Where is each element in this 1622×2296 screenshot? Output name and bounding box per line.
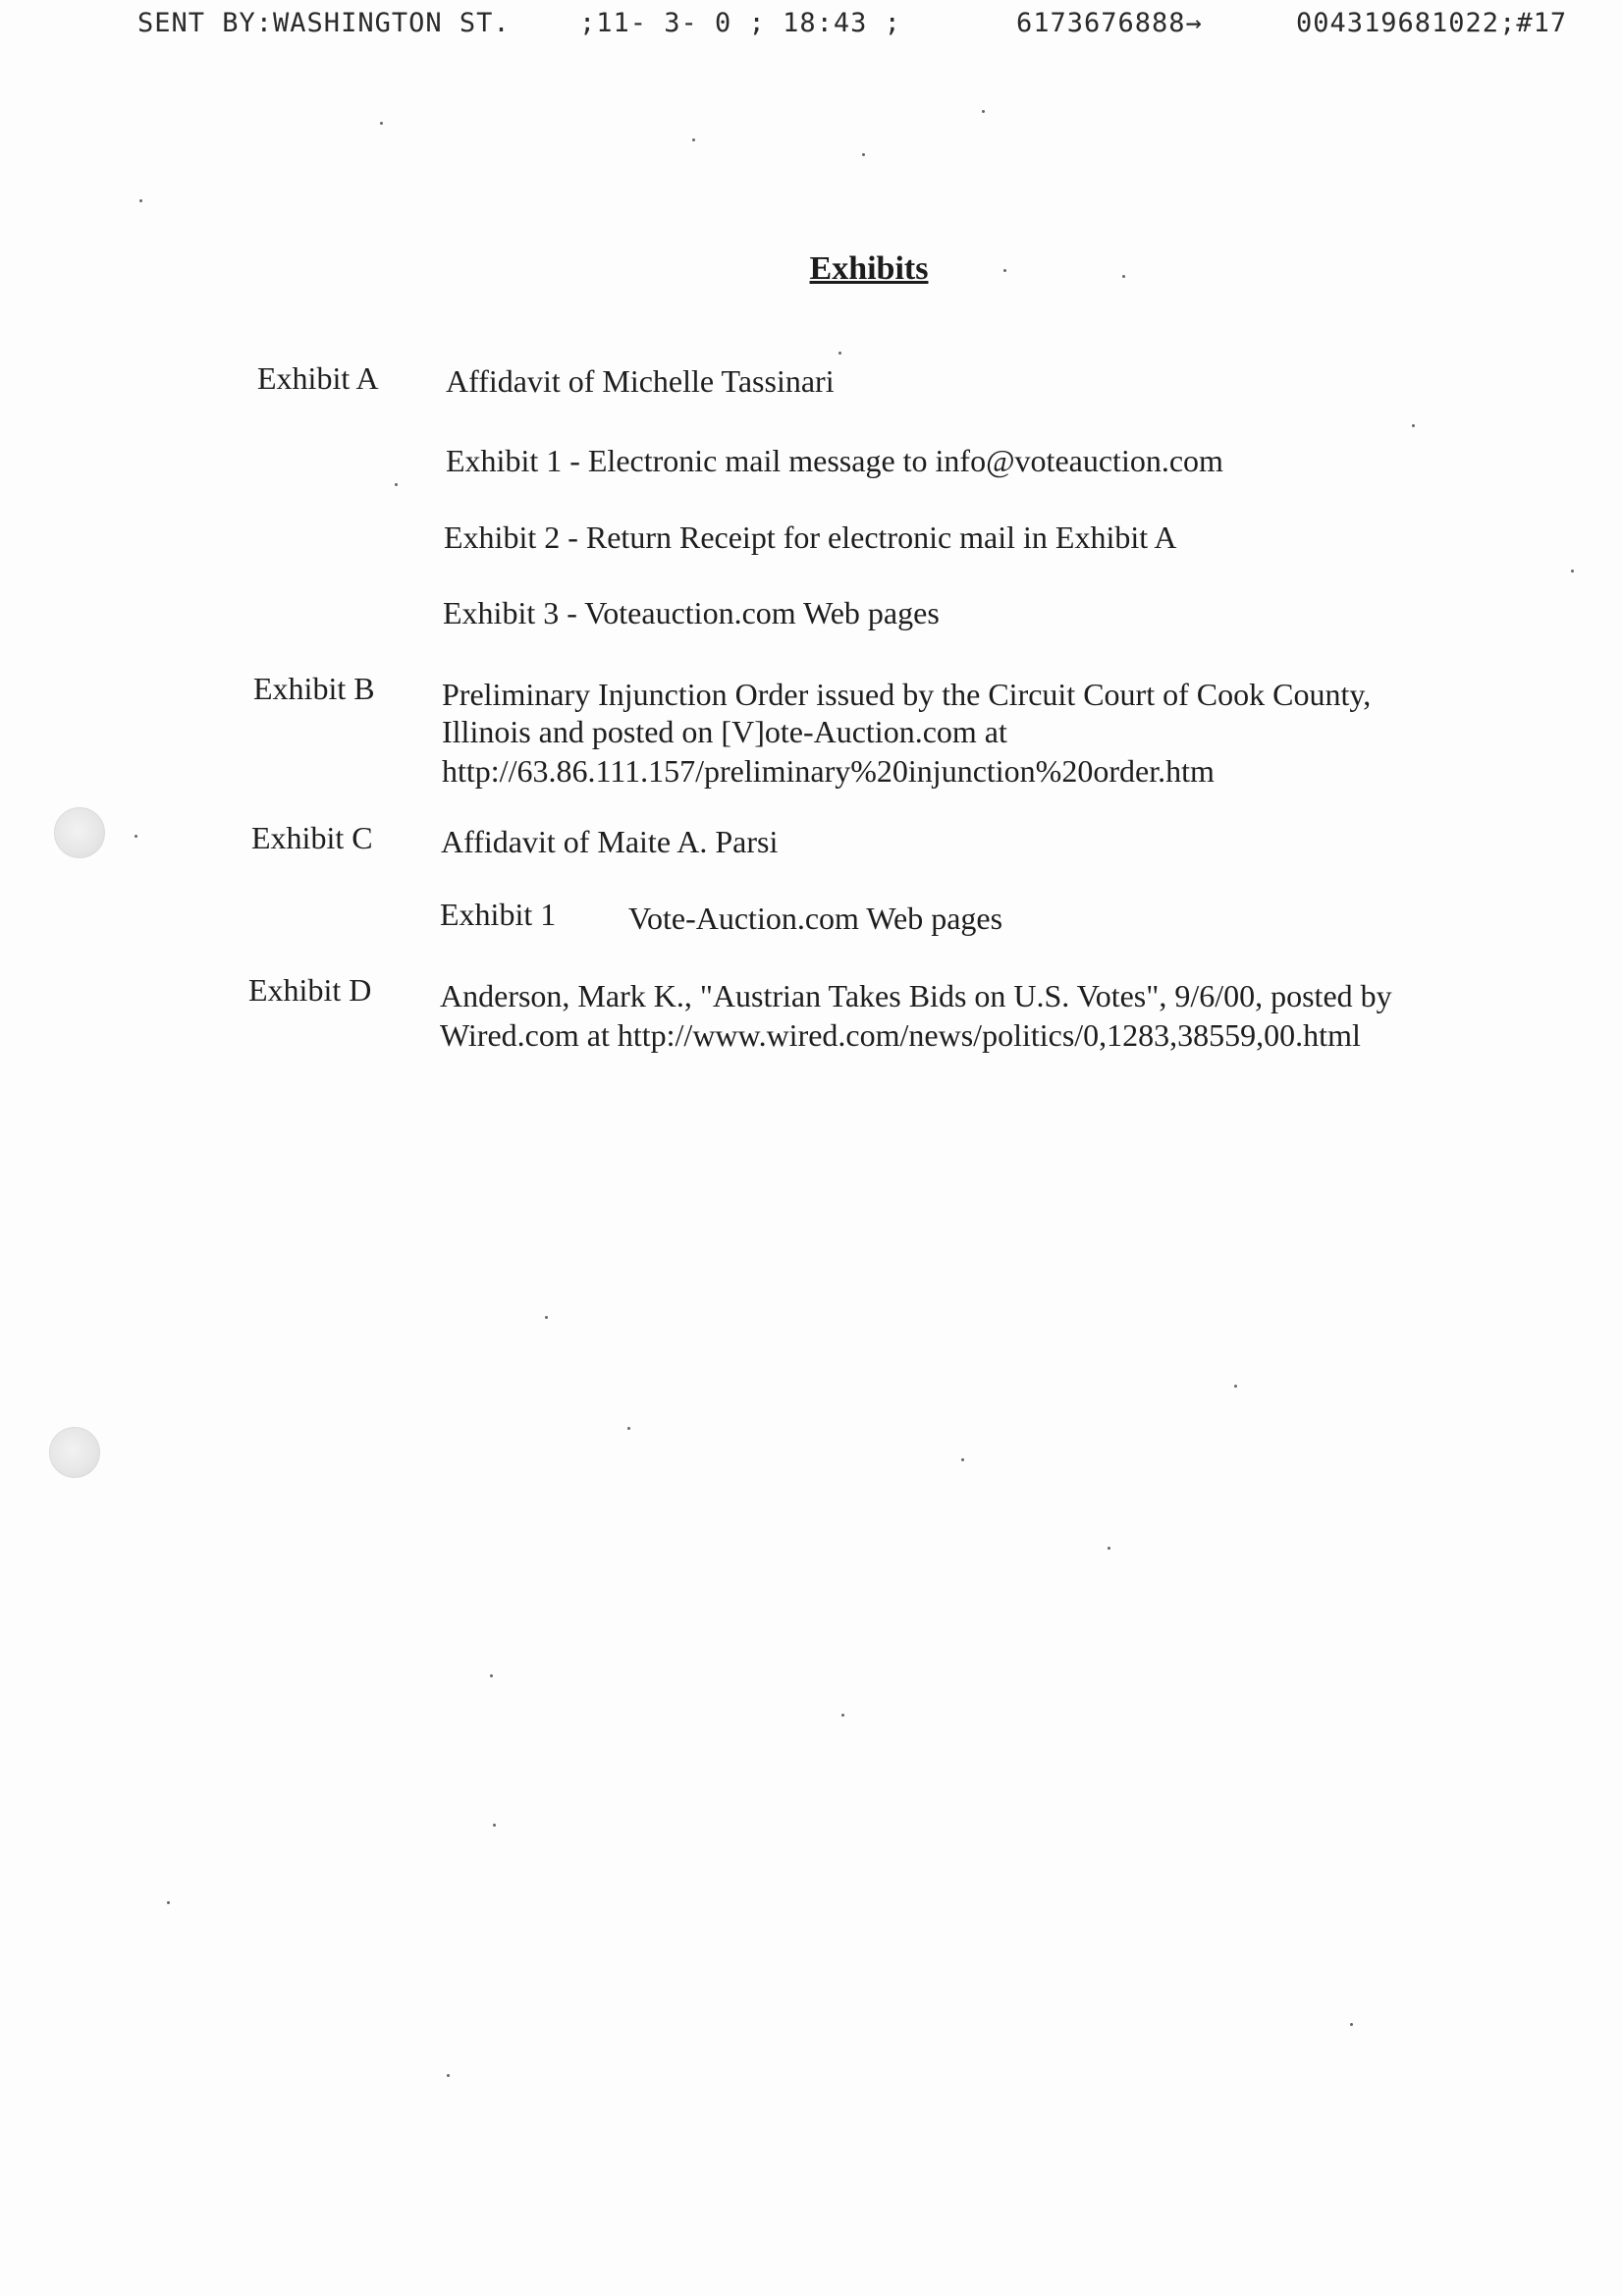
scan-speck: [490, 1674, 493, 1677]
exhibit-a-sub-item-3: Exhibit 3 - Voteauction.com Web pages: [443, 595, 940, 630]
scan-speck: [139, 199, 142, 202]
exhibit-c-label: Exhibit C: [251, 820, 373, 855]
exhibit-c-description: Affidavit of Maite A. Parsi: [441, 824, 779, 859]
exhibit-a-label: Exhibit A: [257, 360, 379, 396]
fax-to-number-page: 004319681022;#17: [1296, 8, 1568, 38]
exhibit-b-description-line-3: http://63.86.111.157/preliminary%20injunction%20order.htm: [442, 753, 1215, 789]
fax-from-number: 6173676888→: [1016, 8, 1203, 38]
fax-datetime: ;11- 3- 0 ; 18:43 ;: [579, 8, 901, 38]
fax-sent-by: SENT BY:WASHINGTON ST.: [137, 8, 511, 38]
exhibit-c-sub-item-label: Exhibit 1: [440, 897, 557, 932]
fax-header: [0, 8, 1622, 47]
scan-speck: [627, 1427, 630, 1430]
scan-speck: [862, 153, 865, 156]
exhibit-d-description-line-2: Wired.com at http://www.wired.com/news/politics/0,1283,38559,00.html: [440, 1017, 1361, 1053]
scan-speck: [447, 2074, 450, 2077]
scan-speck: [961, 1458, 964, 1461]
exhibit-d-description-line-1: Anderson, Mark K., "Austrian Takes Bids on U.S. Votes", 9/6/00, posted by: [440, 978, 1392, 1013]
scan-speck: [395, 483, 398, 486]
punch-hole: [49, 1427, 100, 1478]
exhibit-b-label: Exhibit B: [253, 671, 375, 706]
scan-speck: [135, 835, 137, 838]
scan-speck: [380, 122, 383, 125]
scan-speck: [982, 110, 985, 113]
scan-speck: [1003, 269, 1006, 272]
scan-speck: [838, 352, 841, 355]
scan-speck: [1412, 424, 1415, 427]
exhibit-c-sub-item-description: Vote-Auction.com Web pages: [628, 901, 1003, 936]
scan-speck: [1571, 570, 1574, 573]
scan-speck: [1108, 1547, 1110, 1550]
scan-speck: [1122, 275, 1125, 278]
exhibit-a-sub-item-2: Exhibit 2 - Return Receipt for electronic mail in Exhibit A: [444, 519, 1177, 555]
scan-speck: [1234, 1385, 1237, 1388]
exhibit-a-description: Affidavit of Michelle Tassinari: [446, 363, 835, 399]
scan-speck: [545, 1316, 548, 1319]
scan-speck: [841, 1714, 844, 1717]
page-title: Exhibits: [809, 250, 929, 287]
exhibit-b-description-line-2: Illinois and posted on [V]ote-Auction.com at: [442, 714, 1007, 749]
scan-speck: [692, 138, 695, 141]
punch-hole: [54, 807, 105, 858]
exhibit-a-sub-item-1: Exhibit 1 - Electronic mail message to info@voteauction.com: [446, 443, 1223, 478]
exhibit-b-description-line-1: Preliminary Injunction Order issued by the Circuit Court of Cook County,: [442, 677, 1372, 712]
scan-speck: [493, 1824, 496, 1827]
exhibit-d-label: Exhibit D: [248, 972, 372, 1008]
scan-speck: [1350, 2023, 1353, 2026]
scan-speck: [167, 1901, 170, 1904]
